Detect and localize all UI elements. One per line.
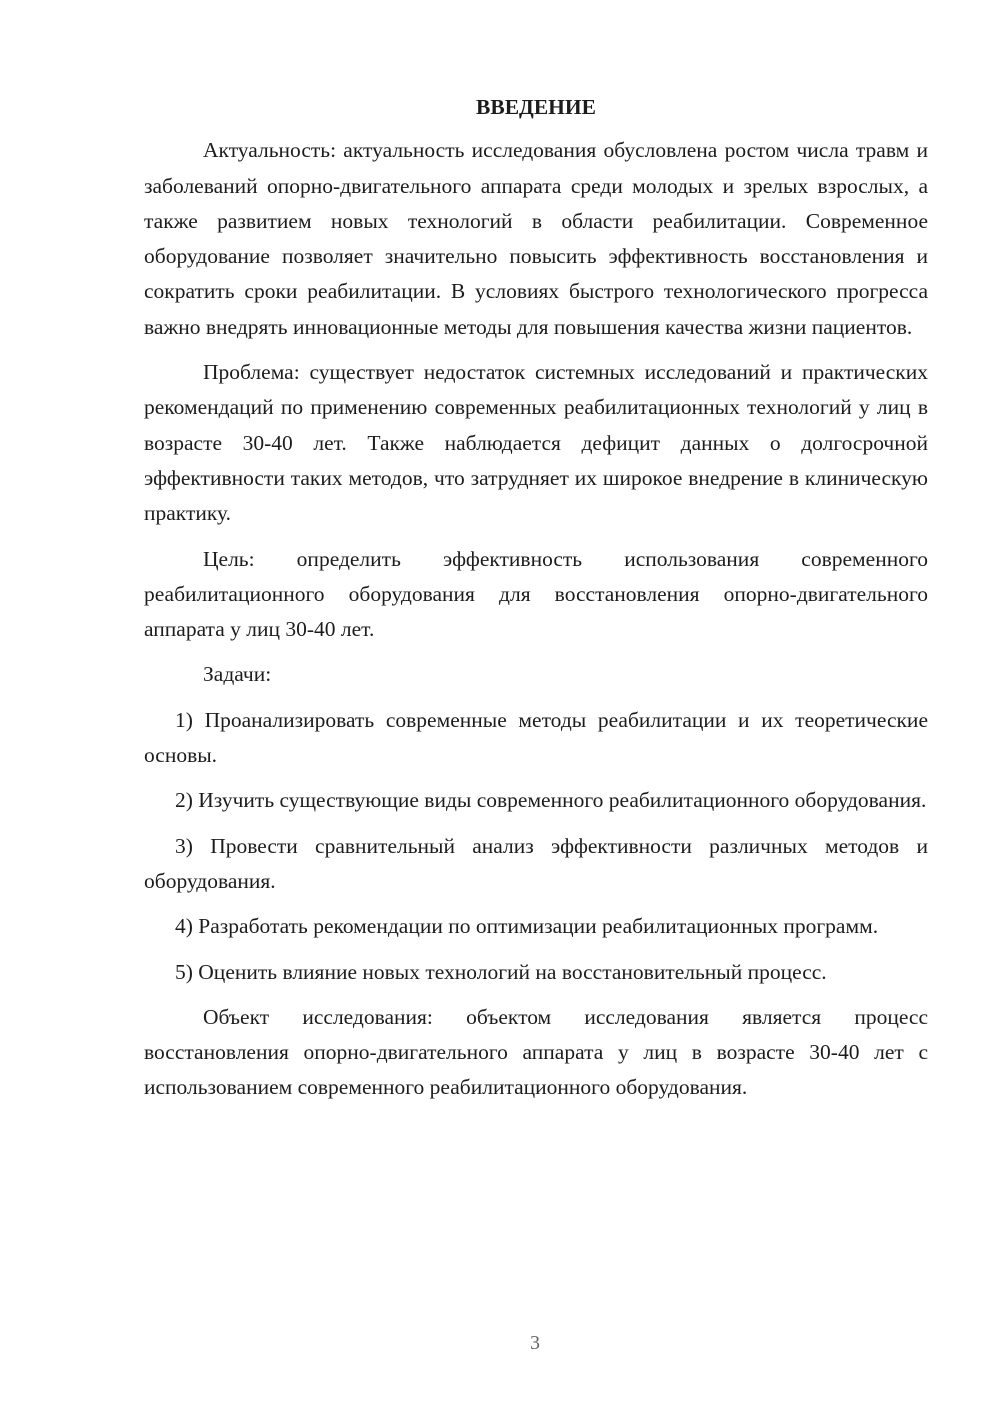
tasks-heading: Задачи: bbox=[203, 662, 272, 687]
document-title: ВВЕДЕНИЕ bbox=[476, 95, 596, 119]
problem-paragraph: Проблема: существует недостаток системных исследований и практических рекомендаций по применению современных реабилитационных технологий у лиц в возрасте 30-40 лет. Также наблюдается дефицит данных о долгосрочной эффективности таких методов, что затрудняет их широкое внедрение в клиническую практику. bbox=[144, 360, 928, 526]
goal-paragraph: Цель: определить эффективность использования современного реабилитационного оборудования для восстановления опорно-двигательного аппарата у лиц 30-40 лет. bbox=[144, 546, 928, 642]
task-item-1: 1) Проанализировать современные методы реабилитации и их теоретические основы. bbox=[144, 707, 928, 768]
page-number: 3 bbox=[530, 1332, 540, 1354]
object-paragraph: Объект исследования: объектом исследования является процесс восстановления опорно-двигательного аппарата у лиц в возрасте 30-40 лет с использованием современного реабилитационного оборудования. bbox=[144, 1004, 928, 1100]
relevance-paragraph: Актуальность: актуальность исследования обусловлена ростом числа травм и заболеваний опорно-двигательного аппарата среди молодых и зрелых взрослых, а также развитием новых технологий в области реабилитации. Современное оборудование позволяет значительно повысить эффективность восстановления и сократить сроки реабилитации. В условиях быстрого технологического прогресса важно внедрять инновационные методы для повышения качества жизни пациентов. bbox=[144, 138, 928, 339]
task-item-2: 2) Изучить существующие виды современного реабилитационного оборудования. bbox=[175, 788, 927, 813]
task-item-5: 5) Оценить влияние новых технологий на восстановительный процесс. bbox=[175, 959, 827, 984]
document-page bbox=[144, 90, 928, 1106]
task-item-4: 4) Разработать рекомендации по оптимизации реабилитационных программ. bbox=[175, 914, 879, 939]
task-item-3: 3) Провести сравнительный анализ эффективности различных методов и оборудования. bbox=[144, 833, 928, 893]
